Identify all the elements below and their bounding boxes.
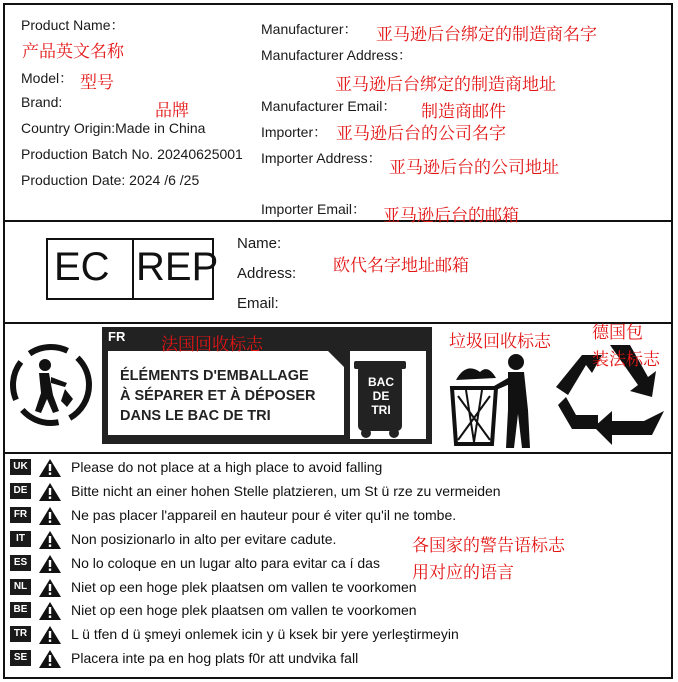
bac-word-3: TRI <box>371 403 391 417</box>
manufacturer-email-label: Manufacturer Email： <box>261 98 397 114</box>
ec-rep-left: EC <box>54 245 110 289</box>
fr-note: 法国回收标志 <box>161 335 263 355</box>
fr-badge: FR <box>108 329 126 344</box>
importer-email-note: 亚马逊后台的邮箱 <box>383 206 519 226</box>
country-code-badge: BE <box>10 602 31 618</box>
importer-label: Importer： <box>261 124 328 140</box>
warning-text: Niet op een hoge plek plaatsen om vallen te voorkomen <box>71 602 417 619</box>
triman-icon <box>9 343 93 427</box>
model-label: Model： <box>21 70 74 86</box>
country-code-badge: IT <box>10 531 31 547</box>
bac-label <box>363 375 399 417</box>
warning-text: L ü tfen d ü şmeyi onlemek icin y ü ksek bir yere yerleştirmeyin <box>71 626 459 643</box>
importer-note: 亚马逊后台的公司名字 <box>336 124 506 144</box>
warning-text: Ne pas placer l'appareil en hauteur pour é viter qu'il ne tombe. <box>71 506 457 523</box>
divider-2 <box>3 322 673 324</box>
trash-note: 垃圾回收标志 <box>449 332 551 352</box>
divider-1 <box>3 220 673 222</box>
warning-triangle-icon <box>38 530 62 550</box>
warning-text: Please do not place at a high place to avoid falling <box>71 459 383 475</box>
manufacturer-note: 亚马逊后台绑定的制造商名字 <box>376 25 597 45</box>
fr-line-3: DANS LE BAC DE TRI <box>120 408 271 424</box>
warnings-note-2: 用对应的语言 <box>412 563 514 583</box>
warning-triangle-icon <box>38 506 62 526</box>
warning-triangle-icon <box>38 482 62 502</box>
manufacturer-email-note: 制造商邮件 <box>421 102 506 122</box>
country-code-badge: TR <box>10 626 31 642</box>
ec-rep-right: REP <box>136 245 219 289</box>
importer-address-label: Importer Address： <box>261 150 382 166</box>
warning-text: Placera inte pa en hog plats f0r att undvika fall <box>71 650 359 667</box>
warning-text: Niet op een hoge plek plaatsen om vallen te voorkomen <box>71 578 417 595</box>
ec-rep-symbol <box>46 238 219 300</box>
product-name-label: Product Name： <box>21 17 125 33</box>
fr-info-panel <box>102 327 432 444</box>
country-code-badge: NL <box>10 579 31 595</box>
ec-name-label: Name: <box>237 235 282 252</box>
warning-triangle-icon <box>38 554 62 574</box>
warning-triangle-icon <box>38 458 62 478</box>
ec-note: 欧代名字地址邮箱 <box>333 256 469 276</box>
importer-email-label: Importer Email： <box>261 201 367 217</box>
ec-rep-divider <box>132 240 134 298</box>
ec-address-label: Address: <box>237 265 297 282</box>
warning-text: Non posizionarlo in alto per evitare cadute. <box>71 530 337 547</box>
warning-text: No lo coloque en un lugar alto para evitar ca í das <box>71 554 380 571</box>
warning-text: Bitte nicht an einer hohen Stelle platzieren, um St ü rze zu vermeiden <box>71 482 501 499</box>
fr-line-2: À SÉPARER ET À DÉPOSER <box>120 388 316 404</box>
brand-label: Brand: <box>21 94 63 110</box>
bac-word-2: DE <box>372 389 390 403</box>
warning-triangle-icon <box>38 649 62 669</box>
warning-triangle-icon <box>38 625 62 645</box>
de-note-line-1: 德国包 <box>592 323 643 343</box>
country-code-badge: FR <box>10 507 31 523</box>
country-code-badge: SE <box>10 650 31 666</box>
divider-3 <box>3 452 673 454</box>
fr-line-1: ÉLÉMENTS D'EMBALLAGE <box>120 368 309 384</box>
manufacturer-address-label: Manufacturer Address： <box>261 47 412 63</box>
warnings-note-1: 各国家的警告语标志 <box>412 536 565 556</box>
brand-note: 品牌 <box>155 101 189 121</box>
ec-email-label: Email: <box>237 295 279 312</box>
de-note-line-2: 装法标志 <box>592 350 660 370</box>
country-code-badge: DE <box>10 483 31 499</box>
trash-recycle-icon <box>446 350 546 450</box>
country-code-badge: ES <box>10 555 31 571</box>
country-code-badge: UK <box>10 459 31 475</box>
manufacturer-label: Manufacturer： <box>261 21 358 37</box>
manufacturer-address-note: 亚马逊后台绑定的制造商地址 <box>335 75 556 95</box>
country-origin: Country Origin:Made in China <box>21 120 206 136</box>
production-batch: Production Batch No. 20240625001 <box>21 146 243 162</box>
importer-address-note: 亚马逊后台的公司地址 <box>389 158 559 178</box>
bac-word-1: BAC <box>368 375 394 389</box>
warning-triangle-icon <box>38 601 62 621</box>
product-name-note: 产品英文名称 <box>22 42 124 62</box>
warning-triangle-icon <box>38 578 62 598</box>
model-note: 型号 <box>80 73 114 93</box>
production-date: Production Date: 2024 /6 /25 <box>21 172 200 188</box>
